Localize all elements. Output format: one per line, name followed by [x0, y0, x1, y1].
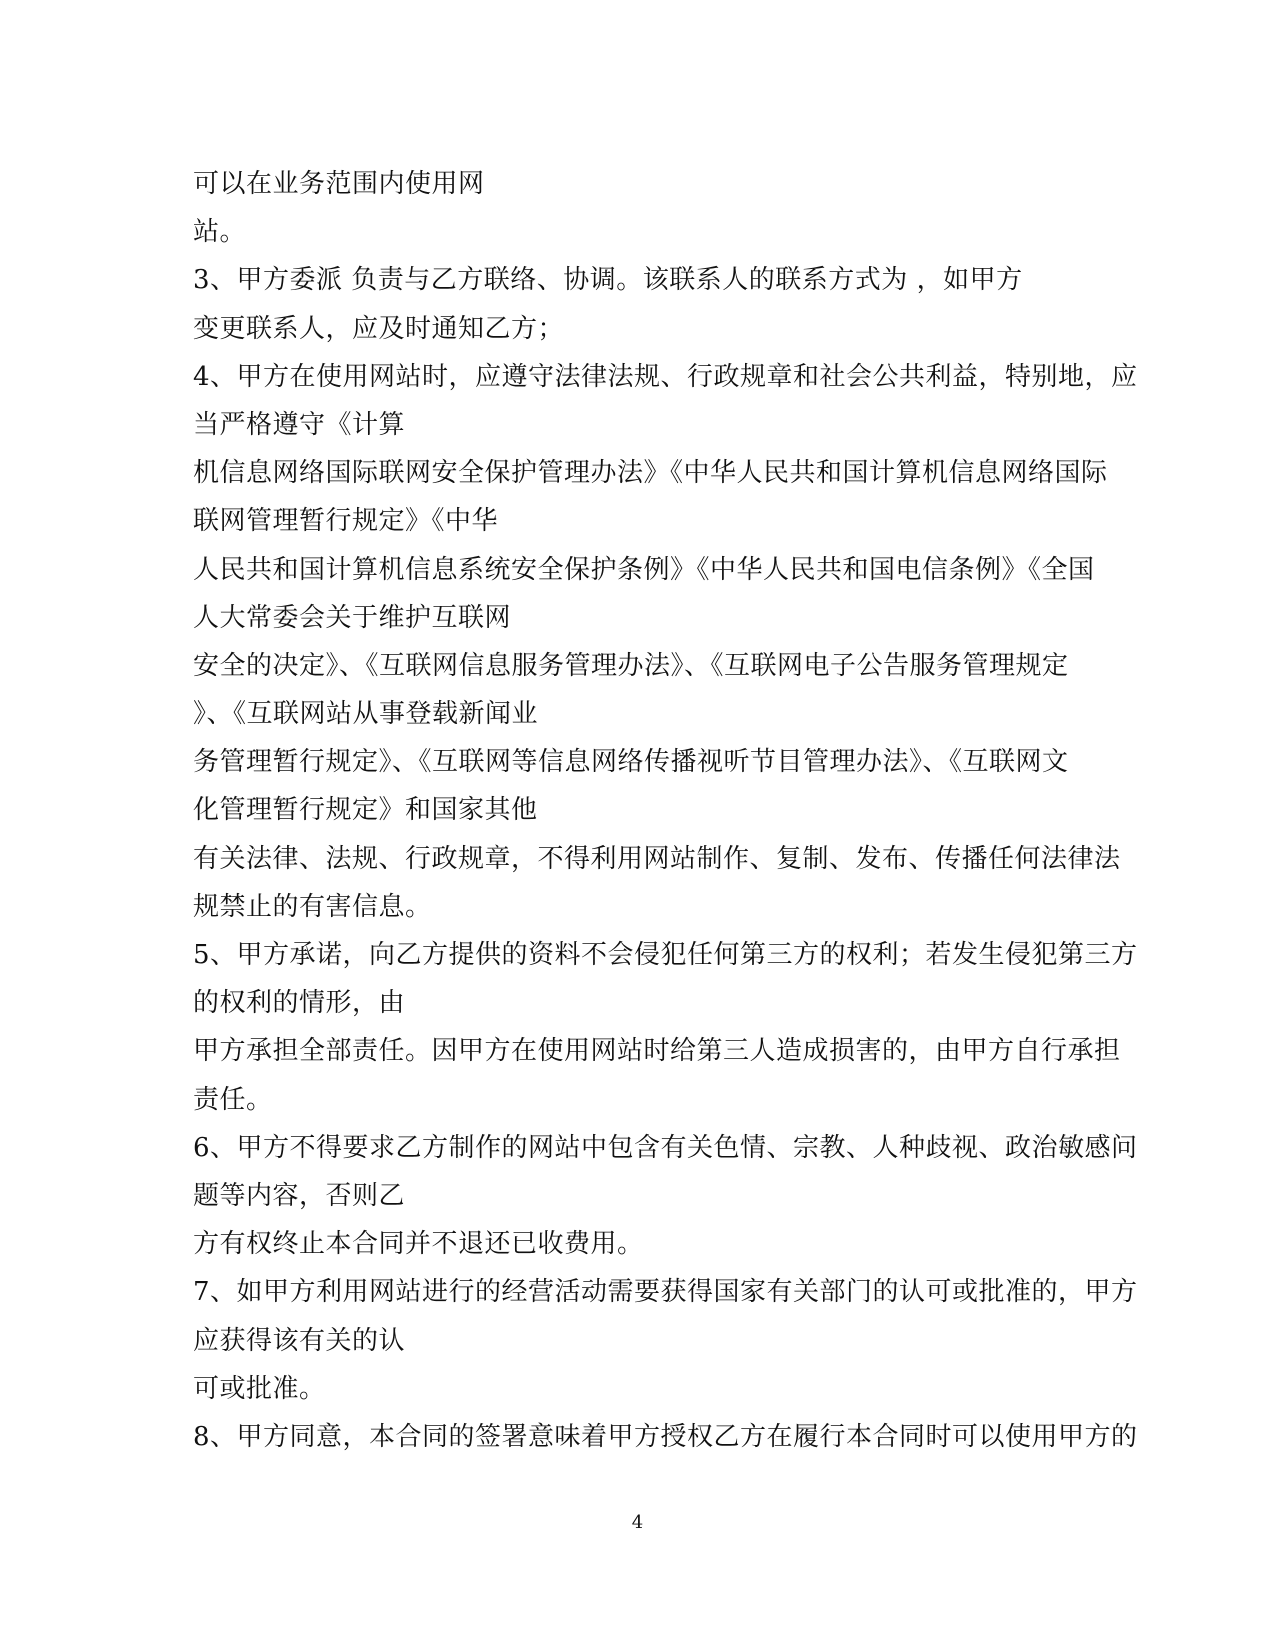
text-line: 变更联系人，应及时通知乙方； — [193, 313, 565, 344]
text-line: 联网管理暂行规定》《中华 — [193, 506, 499, 537]
text-line: 题等内容，否则乙 — [193, 1180, 406, 1211]
text-line: 7、如甲方利用网站进行的经营活动需要获得国家有关部门的认可或批准的，甲方 — [193, 1277, 1138, 1308]
text-line: 6、甲方不得要求乙方制作的网站中包含有关色情、宗教、人种歧视、政治敏感问 — [193, 1132, 1138, 1163]
contract-body — [193, 160, 1138, 1461]
text-line: 责任。 — [193, 1084, 273, 1115]
page-number: 4 — [631, 1512, 644, 1533]
text-line: 3、甲方委派 负责与乙方联络、协调。该联系人的联系方式为 ，如甲方 — [193, 265, 1023, 296]
text-line: 化管理暂行规定》和国家其他 — [193, 795, 538, 826]
text-line: 有关法律、法规、行政规章，不得利用网站制作、复制、发布、传播任何法律法 — [193, 843, 1121, 874]
text-line: 人民共和国计算机信息系统安全保护条例》《中华人民共和国电信条例》《全国 — [193, 554, 1095, 585]
text-line: 的权利的情形，由 — [193, 988, 406, 1019]
text-line: 机信息网络国际联网安全保护管理办法》《中华人民共和国计算机信息网络国际 — [193, 458, 1108, 489]
text-line: 8、甲方同意，本合同的签署意味着甲方授权乙方在履行本合同时可以使用甲方的 — [193, 1421, 1138, 1452]
text-line: 人大常委会关于维护互联网 — [193, 602, 512, 633]
text-line: 应获得该有关的认 — [193, 1325, 406, 1356]
text-line: 务管理暂行规定》、《互联网等信息网络传播视听节目管理办法》、《互联网文 — [193, 747, 1069, 778]
text-line: 可以在业务范围内使用网 — [193, 169, 485, 199]
text-line: 》、《互联网站从事登载新闻业 — [193, 699, 539, 730]
text-line: 当严格遵守《计算 — [193, 409, 406, 440]
text-line: 安全的决定》、《互联网信息服务管理办法》、《互联网电子公告服务管理规定 — [193, 650, 1069, 681]
text-line: 规禁止的有害信息。 — [193, 891, 432, 922]
text-line: 5、甲方承诺，向乙方提供的资料不会侵犯任何第三方的权利；若发生侵犯第三方 — [193, 940, 1138, 970]
text-line: 方有权终止本合同并不退还已收费用。 — [193, 1229, 644, 1260]
text-line: 4、甲方在使用网站时，应遵守法律法规、行政规章和社会公共利益，特别地，应 — [193, 361, 1138, 392]
text-line: 站。 — [193, 217, 247, 248]
text-line: 可或批准。 — [193, 1373, 326, 1404]
text-line: 甲方承担全部责任。因甲方在使用网站时给第三人造成损害的，由甲方自行承担 — [193, 1036, 1121, 1067]
